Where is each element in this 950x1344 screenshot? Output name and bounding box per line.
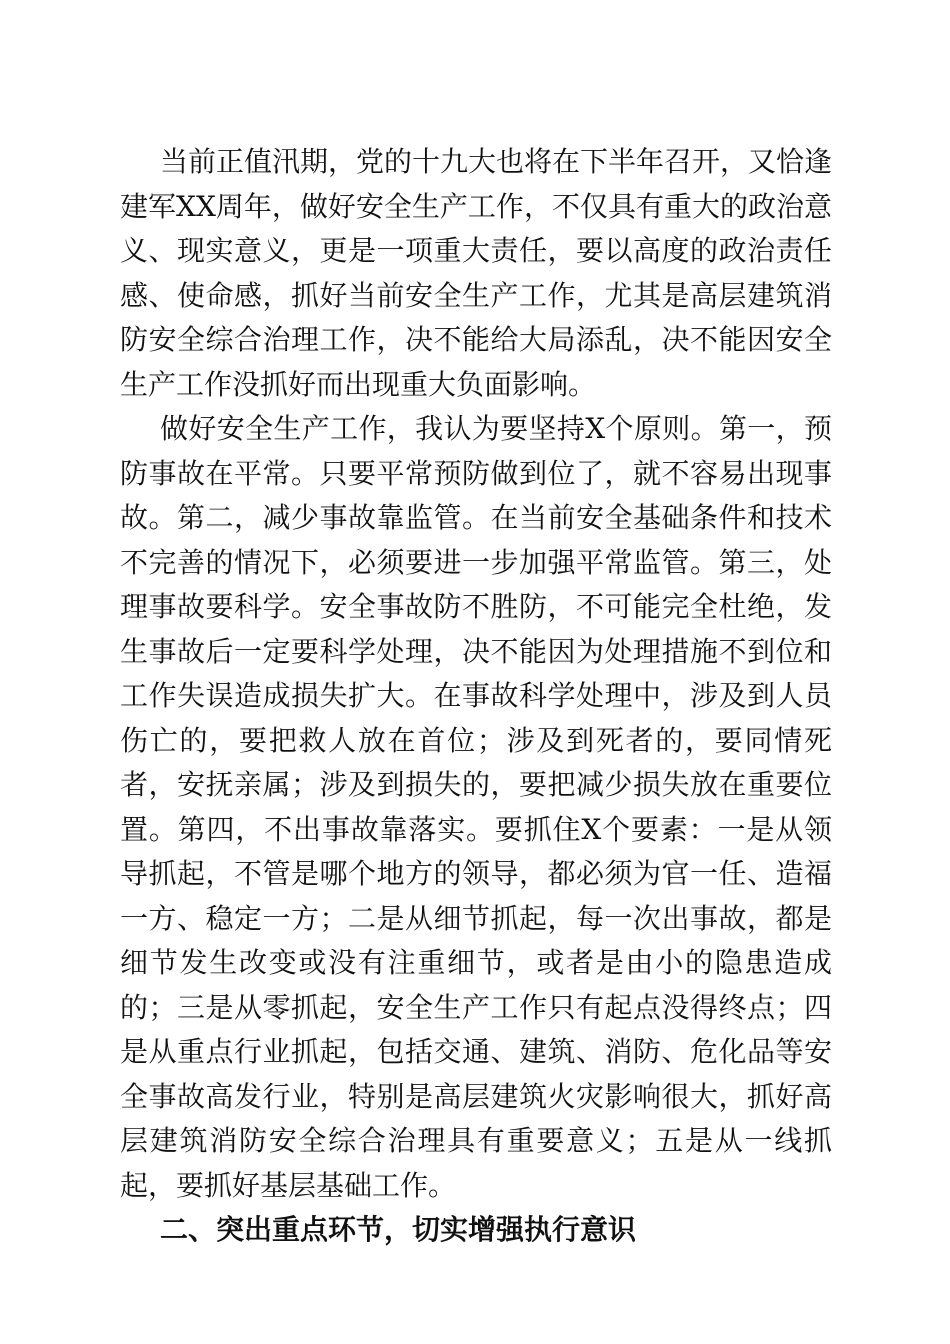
section-heading: 二、突出重点环节，切实增强执行意识 <box>160 1213 637 1246</box>
paragraph-2: 做好安全生产工作，我认为要坚持X个原则。第一，预防事故在平常。只要平常预防做到位了，就不容易出现事故。第二，减少事故靠监管。在当前安全基础条件和技术不完善的情况下，必须要进一步加强平常监管。第三，处理事故要科学。安全事故防不胜防，不可能完全杜绝，发生事故后一定要科学处理，决不能因为处理措施不到位和工作失误造成损失扩大。在事故科学处理中，涉及到人员伤亡的，要把救人放在首位；涉及到死者的，要同情死者，安抚亲属；涉及到损失的，要把减少损失放在重要位置。第四，不出事故靠落实。要抓住X个要素：一是从领导抓起，不管是哪个地方的领导，都必须为官一任、造福一方、稳定一方；二是从细节抓起，每一次出事故，都是细节发生改变或没有注重细节，或者是由小的隐患造成的；三是从零抓起，安全生产工作只有起点没得终点；四是从重点行业抓起，包括交通、建筑、消防、危化品等安全事故高发行业，特别是高层建筑火灾影响很大，抓好高层建筑消防安全综合治理具有重要意义；五是从一线抓起，要抓好基层基础工作。 <box>120 412 832 1202</box>
document-body <box>120 140 832 1253</box>
paragraph-1: 当前正值汛期，党的十九大也将在下半年召开，又恰逢建军XX周年，做好安全生产工作，不仅具有重大的政治意义、现实意义，更是一项重大责任，要以高度的政治责任感、使命感，抓好当前安全生产工作，尤其是高层建筑消防安全综合治理工作，决不能给大局添乱，决不能因安全生产工作没抓好而出现重大负面影响。 <box>120 145 833 401</box>
